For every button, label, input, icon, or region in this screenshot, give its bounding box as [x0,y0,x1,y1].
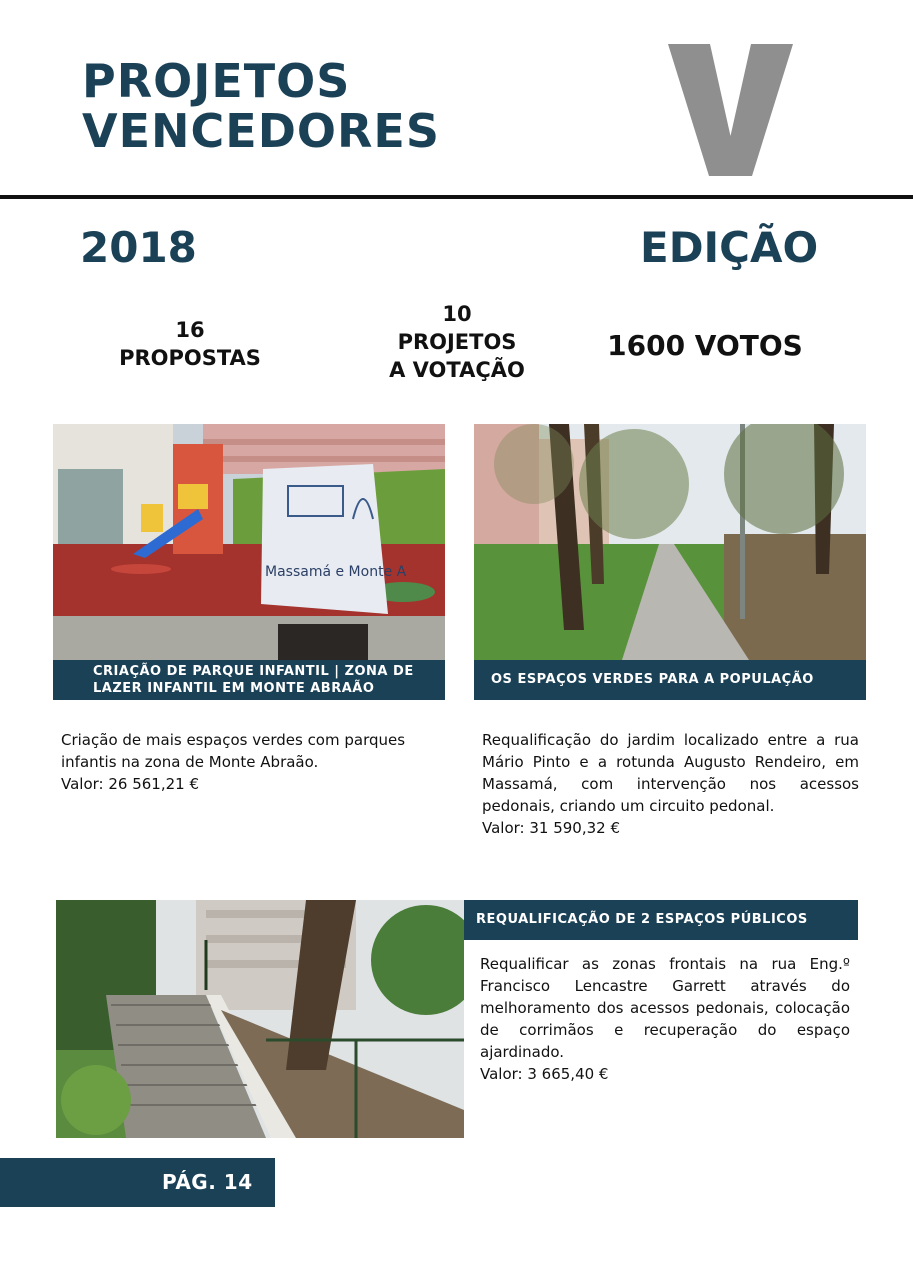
project-3-caption: REQUALIFICAÇÃO DE 2 ESPAÇOS PÚBLICOS [464,900,858,940]
page-title [82,56,440,156]
project-2-description: Requalificação do jardim localizado entre a rua Mário Pinto e a rotunda Augusto Rendeiro, em Massamá, com intervenção nos acessos pedonais, criando um circuito pedonal. [482,731,859,815]
project-3-description: Requalificar as zonas frontais na rua Eng.º Francisco Lencastre Garrett através do melhoramento dos acessos pedonais, colocação de corrimãos e recuperação do espaço ajardinado. [480,955,850,1061]
stat-projects-label-1: PROJETOS [397,330,517,354]
park-path-photo [474,424,866,660]
title-line-1: PROJETOS [82,54,351,108]
stat-proposals [100,316,280,372]
stairs-photo [56,900,464,1138]
edition-year: 2018 [80,223,197,272]
project-1-title-line-2: LAZER INFANTIL EM MONTE ABRAÃO [93,681,375,696]
edition-label: EDIÇÃO [640,223,819,272]
project-2-value: Valor: 31 590,32 € [482,819,621,837]
stat-proposals-number: 16 [175,318,205,342]
title-line-2: VENCEDORES [82,104,440,158]
project-3-value: Valor: 3 665,40 € [480,1065,609,1083]
project-3-description-block [480,953,850,1085]
stat-proposals-label: PROPOSTAS [119,346,261,370]
project-1-caption [53,660,445,700]
edition-v-logo [668,44,793,176]
playground-photo [53,424,445,660]
stat-projects-number: 10 [442,302,472,326]
stat-votes: 1600 VOTOS [607,329,803,362]
project-1-title-line-1: CRIAÇÃO DE PARQUE INFANTIL | ZONA DE [93,664,414,679]
project-1-value: Valor: 26 561,21 € [61,775,200,793]
stat-projects [372,300,542,384]
stat-projects-label-2: A VOTAÇÃO [389,358,525,382]
project-2-description-block [482,729,859,839]
project-1-description-block [61,729,441,795]
project-1-description: Criação de mais espaços verdes com parques infantis na zona de Monte Abraão. [61,731,406,771]
header-divider [0,195,913,199]
project-2-caption: OS ESPAÇOS VERDES PARA A POPULAÇÃO [474,660,866,700]
photo-sign-text: Massamá e Monte A [265,564,407,580]
page-number: PÁG. 14 [162,1170,253,1194]
